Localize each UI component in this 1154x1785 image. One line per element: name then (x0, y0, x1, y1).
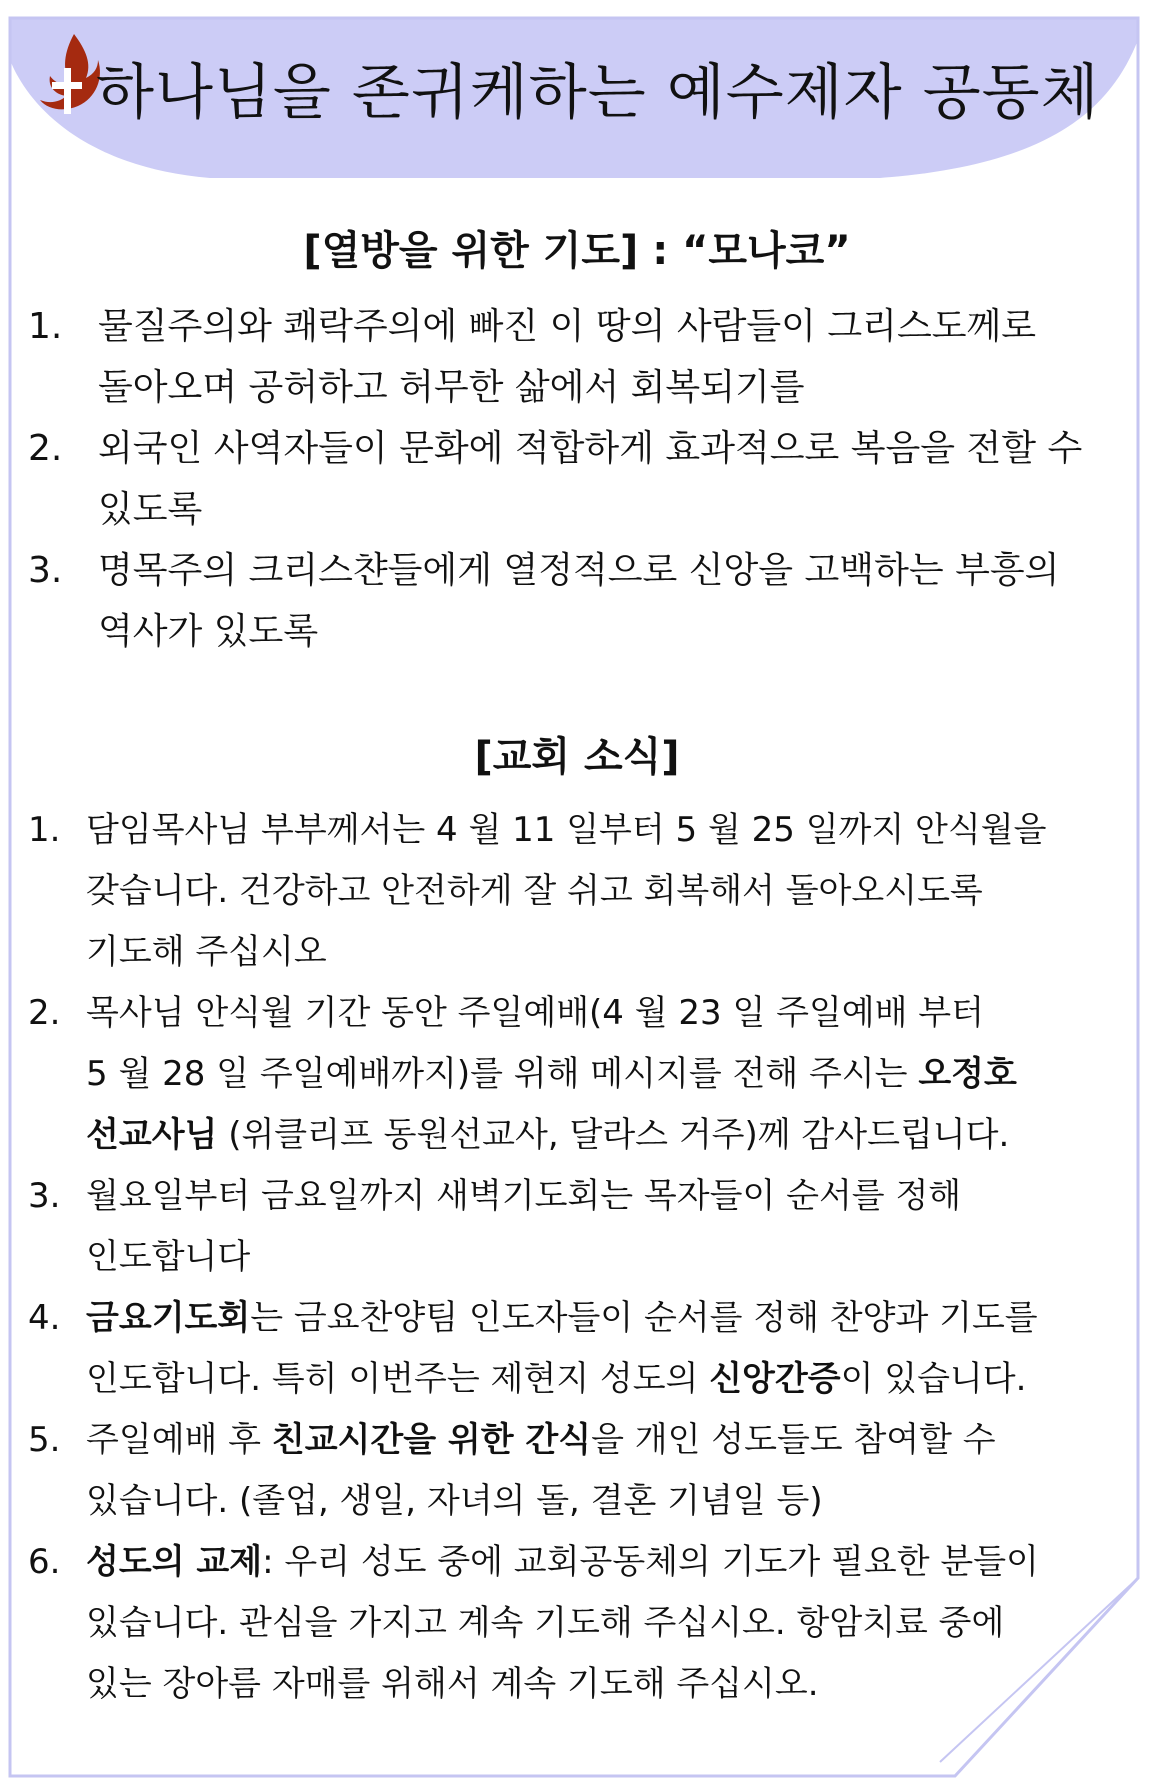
news-item-number: 5. (28, 1420, 61, 1460)
news-item-line (0, 1410, 1046, 1471)
news-text: 는 금요찬양팀 인도자들이 순서를 정해 찬양과 기도를 (250, 1298, 1038, 1338)
prayer-item-number: 1. (28, 306, 63, 347)
prayer-list (0, 296, 1082, 662)
news-item (0, 1288, 1046, 1410)
news-item-line (0, 983, 1046, 1044)
news-text: 주일예배 후 (86, 1420, 272, 1460)
logo (34, 30, 104, 130)
news-item (0, 1410, 1046, 1532)
prayer-item-line: 외국인 사역자들이 문화에 적합하게 효과적으로 복음을 전할 수 (98, 428, 1083, 469)
prayer-item-line: 물질주의와 쾌락주의에 빠진 이 땅의 사람들이 그리스도께로 (98, 306, 1037, 347)
news-item-line (0, 1105, 1046, 1166)
news-item-number: 1. (28, 810, 61, 850)
news-emphasis-text: 오정호 (918, 1054, 1017, 1094)
news-text: 기도해 주십시오 (86, 932, 327, 972)
news-item-line (0, 1349, 1046, 1410)
news-item-line (0, 922, 1046, 983)
news-section-title: [교회 소식] (474, 734, 680, 780)
news-emphasis-text: 선교사님 (86, 1115, 218, 1155)
prayer-item-line: 명목주의 크리스챤들에게 열정적으로 신앙을 고백하는 부흥의 (98, 550, 1060, 591)
news-text: 목사님 안식월 기간 동안 주일예배(4 월 23 일 주일예배 부터 (86, 993, 984, 1033)
news-item (0, 1532, 1046, 1715)
prayer-item-line: 있도록 (98, 489, 203, 530)
news-text: 인도합니다 (86, 1237, 251, 1277)
news-item (0, 983, 1046, 1166)
news-item-number: 4. (28, 1298, 61, 1338)
news-item-number: 6. (28, 1542, 61, 1582)
news-emphasis-text: 친교시간을 위한 간식 (271, 1420, 592, 1460)
news-text: 5 월 28 일 주일예배까지)를 위해 메시지를 전해 주시는 (86, 1054, 919, 1094)
prayer-item-line: 돌아오며 공허하고 허무한 삶에서 회복되기를 (98, 367, 805, 408)
news-item-line (0, 1532, 1046, 1593)
prayer-item-number: 2. (28, 428, 63, 469)
news-emphasis-text: 신앙간증 (709, 1359, 841, 1399)
prayer-item-number: 3. (28, 550, 63, 591)
news-item (0, 800, 1046, 983)
news-item-line (0, 800, 1046, 861)
news-text: 있는 장아름 자매를 위해서 계속 기도해 주십시오. (86, 1664, 819, 1704)
prayer-item-line: 역사가 있도록 (98, 611, 319, 652)
news-item-line (0, 1166, 1046, 1227)
news-item-line (0, 1654, 1046, 1715)
news-text: 월요일부터 금요일까지 새벽기도회는 목자들이 순서를 정해 (86, 1176, 962, 1216)
news-item (0, 1166, 1046, 1288)
prayer-section-title: [열방을 위한 기도] : “모나코” (303, 228, 851, 274)
news-text: (위클리프 동원선교사, 달라스 거주)께 감사드립니다. (217, 1115, 1010, 1155)
news-text: 이 있습니다. (840, 1359, 1027, 1399)
prayer-item (0, 418, 1082, 540)
news-text: : 우리 성도 중에 교회공동체의 기도가 필요한 분들이 (262, 1542, 1039, 1582)
news-list (0, 800, 1046, 1715)
news-item-number: 2. (28, 993, 61, 1033)
news-text: 갖습니다. 건강하고 안전하게 잘 쉬고 회복해서 돌아오시도록 (86, 871, 983, 911)
news-text: 있습니다. 관심을 가지고 계속 기도해 주십시오. 항암치료 중에 (86, 1603, 1005, 1643)
news-text: 인도합니다. 특히 이번주는 제현지 성도의 (86, 1359, 710, 1399)
news-emphasis-text: 성도의 교제 (86, 1542, 263, 1582)
news-item-number: 3. (28, 1176, 61, 1216)
prayer-item (0, 296, 1082, 418)
news-item-line (0, 1227, 1046, 1288)
cross-flame-icon (34, 30, 104, 130)
header-title: 하나님을 존귀케하는 예수제자 공동체 (96, 58, 1100, 128)
news-text: 있습니다. (졸업, 생일, 자녀의 돌, 결혼 기념일 등) (86, 1481, 823, 1521)
news-item-line (0, 1593, 1046, 1654)
news-emphasis-text: 금요기도회 (86, 1298, 251, 1338)
news-text: 을 개인 성도들도 참여할 수 (591, 1420, 996, 1460)
prayer-item (0, 540, 1082, 662)
news-item-line (0, 861, 1046, 922)
news-item-line (0, 1288, 1046, 1349)
news-text: 담임목사님 부부께서는 4 월 11 일부터 5 월 25 일까지 안식월을 (86, 810, 1047, 850)
news-item-line (0, 1044, 1046, 1105)
news-item-line (0, 1471, 1046, 1532)
